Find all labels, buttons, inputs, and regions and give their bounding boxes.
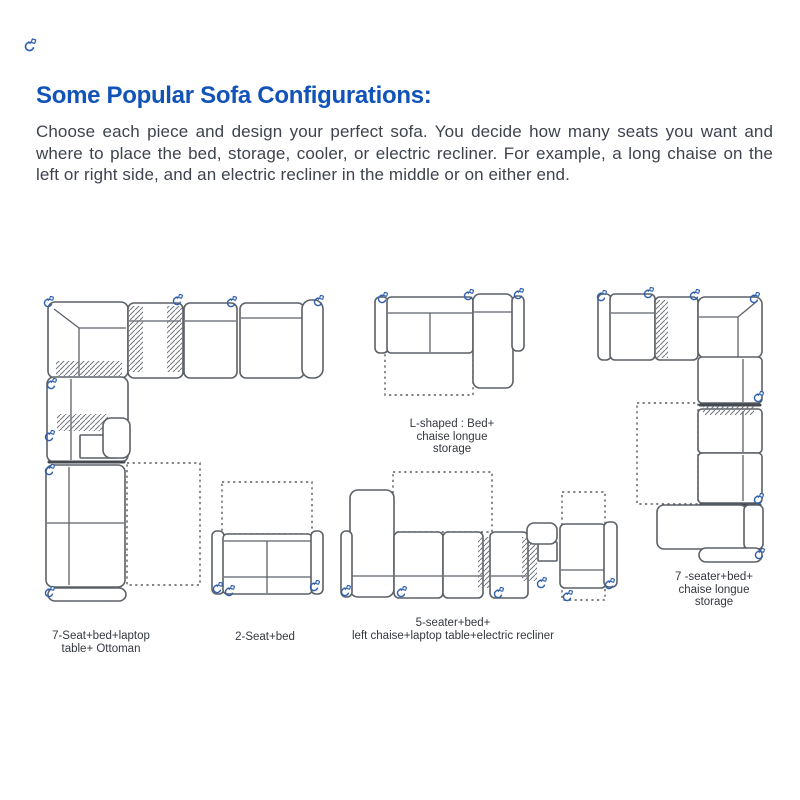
diagram-seven-seater-bed-chaise-longue-storage: [597, 287, 764, 562]
left-chaise: [350, 490, 394, 597]
bed-extension-outline: [637, 403, 698, 504]
config-label-line: 7 -seater+bed+: [674, 571, 754, 583]
seat-piece: [443, 532, 492, 598]
chaise-longue: [473, 294, 513, 388]
bed-extension-outline: [222, 482, 312, 534]
diagram-l-shaped-bed-chaise-longue-storage: [375, 288, 524, 395]
bed-piece: [128, 303, 183, 378]
seat-piece-with-storage: [655, 297, 698, 360]
seat-piece: [240, 300, 323, 378]
seat-piece: [184, 303, 237, 378]
corner-piece: [698, 297, 762, 358]
electric-recliner: [560, 524, 606, 588]
seat-piece: [394, 532, 443, 598]
page-title: Some Popular Sofa Configurations:: [36, 82, 432, 109]
rotate-icon[interactable]: [537, 577, 546, 587]
armrest: [598, 294, 611, 360]
config-label-line: storage: [694, 596, 734, 608]
config-label-seven-seat-bed-laptop-table-ottoman: [52, 630, 150, 655]
rotate-icon[interactable]: [563, 590, 572, 600]
config-label-line: 2-Seat+bed: [235, 631, 295, 643]
config-label-line: chaise longue: [416, 430, 488, 443]
config-label-five-seater-bed-left-chaise-laptop-table-electric-recliner: [352, 617, 554, 642]
double-seat-piece: [46, 465, 125, 587]
config-label-seven-seater-bed-chaise-longue-storage: [675, 571, 753, 609]
rotate-icon[interactable]: [25, 39, 35, 51]
config-label-two-seat-bed: [235, 631, 295, 644]
laptop-table: [103, 418, 130, 458]
armrest: [375, 297, 388, 353]
config-label-line: left chaise+laptop table+electric recliner: [351, 629, 555, 642]
corner-piece: [48, 302, 128, 378]
backrest-band: [744, 505, 763, 549]
seat-piece-with-storage: [47, 377, 130, 462]
config-label-line: 5-seater+bed+: [415, 617, 491, 629]
armrest: [311, 531, 323, 594]
bed-extension-outline: [393, 472, 492, 532]
storage-extension-outline: [385, 352, 473, 395]
seat-piece: [698, 409, 762, 453]
chaise-longue: [657, 505, 747, 549]
two-seat-body: [223, 534, 312, 594]
seat-piece: [610, 294, 655, 360]
laptop-table-surface: [538, 542, 557, 561]
config-label-line: table+ Ottoman: [61, 642, 141, 655]
armrest: [604, 522, 617, 587]
config-label-line: storage: [432, 443, 472, 455]
config-label-line: L-shaped : Bed+: [409, 418, 495, 430]
storage-hatch: [703, 406, 754, 415]
config-label-line: 7-Seat+bed+laptop: [52, 630, 150, 642]
two-seat-body: [387, 297, 473, 353]
armrest: [302, 300, 323, 378]
storage-hatch: [56, 361, 122, 376]
bed-extension-outline: [127, 463, 200, 585]
laptop-table: [527, 523, 557, 544]
armrest: [512, 296, 524, 351]
diagram-five-seater-bed-left-chaise-laptop-table-electric-recliner: [341, 472, 617, 601]
armrest: [48, 588, 126, 601]
seat-piece: [698, 357, 762, 403]
seat-piece: [698, 453, 762, 503]
config-label-l-shaped-bed-chaise-longue-storage: [410, 418, 495, 456]
armrest: [699, 548, 762, 562]
intro-paragraph: Choose each piece and design your perfect sofa. You decide how many seats you want and where to place the bed, storage, cooler, or electric recliner. For example, a long chaise on the left or right side, and an electric recliner in the middle or on either end.: [36, 122, 773, 184]
diagram-two-seat-bed: [212, 482, 323, 596]
config-label-line: chaise longue: [678, 583, 750, 596]
